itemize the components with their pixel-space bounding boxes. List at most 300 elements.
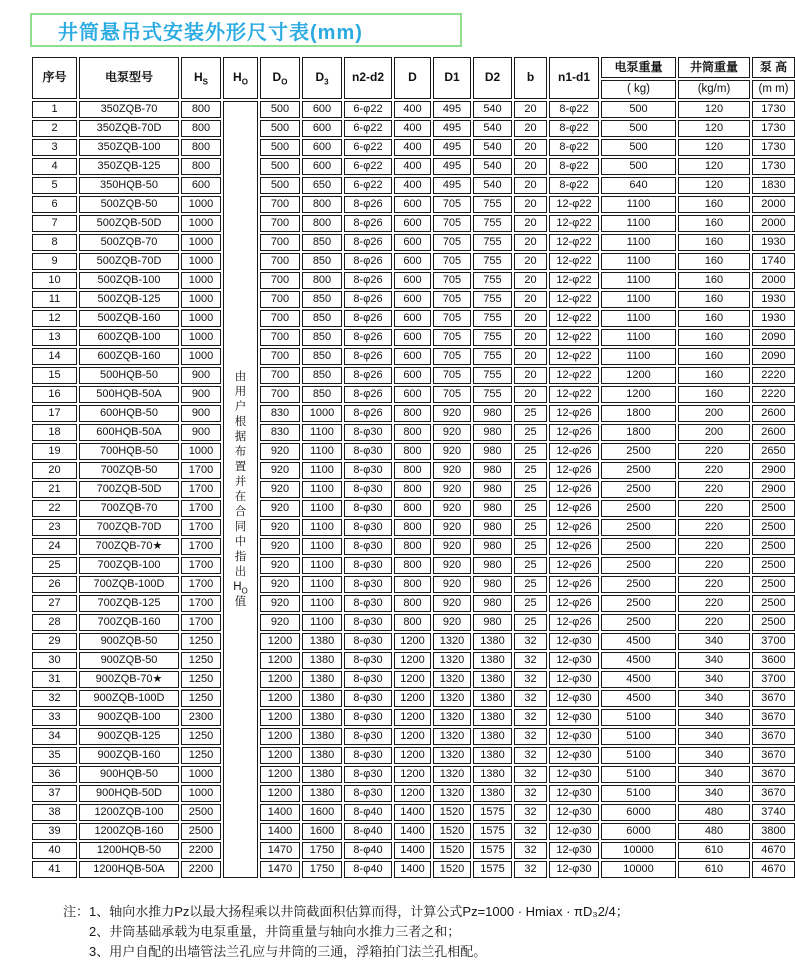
cell-d2: 755 xyxy=(473,348,512,365)
cell-d3: 1380 xyxy=(302,633,342,650)
cell-pump-weight: 1800 xyxy=(601,424,676,441)
cell-d2: 980 xyxy=(473,614,512,631)
cell-d2: 1380 xyxy=(473,728,512,745)
cell-do: 1470 xyxy=(260,861,300,878)
cell-tube-weight: 340 xyxy=(678,728,750,745)
cell-d3: 1100 xyxy=(302,614,342,631)
cell-d1: 920 xyxy=(433,576,471,593)
cell-n1d1: 12-φ22 xyxy=(549,367,599,384)
cell-b: 32 xyxy=(514,709,547,726)
cell-pump-height: 3670 xyxy=(752,728,795,745)
note-text-3: 3、用户自配的出墙管法兰孔应与井筒的三通，浮箱拍门法兰孔相配。 xyxy=(89,944,487,959)
cell-model: 350ZQB-70D xyxy=(79,120,179,137)
cell-pump-weight: 1100 xyxy=(601,310,676,327)
cell-seq: 3 xyxy=(32,139,77,156)
ho-note-char: 在 xyxy=(234,490,247,503)
cell-d1: 705 xyxy=(433,291,471,308)
cell-tube-weight: 120 xyxy=(678,101,750,118)
cell-d: 400 xyxy=(394,158,431,175)
cell-pump-height: 1730 xyxy=(752,158,795,175)
cell-d: 600 xyxy=(394,291,431,308)
cell-n2d2: 8-φ26 xyxy=(344,291,392,308)
cell-d: 600 xyxy=(394,196,431,213)
cell-do: 1400 xyxy=(260,804,300,821)
cell-n1d1: 8-φ22 xyxy=(549,158,599,175)
table-row xyxy=(32,519,795,536)
unit-kg-per-m: (kg/m) xyxy=(678,80,750,99)
ho-note-char: 户 xyxy=(234,400,247,413)
cell-n1d1: 12-φ26 xyxy=(549,405,599,422)
cell-hs: 600 xyxy=(181,177,221,194)
cell-hs: 1000 xyxy=(181,291,221,308)
cell-d1: 495 xyxy=(433,120,471,137)
cell-b: 20 xyxy=(514,253,547,270)
cell-pump-height: 1930 xyxy=(752,234,795,251)
cell-pump-height: 1830 xyxy=(752,177,795,194)
cell-hs: 1000 xyxy=(181,196,221,213)
cell-n1d1: 12-φ30 xyxy=(549,842,599,859)
cell-hs: 1250 xyxy=(181,728,221,745)
cell-b: 25 xyxy=(514,538,547,555)
cell-seq: 38 xyxy=(32,804,77,821)
cell-hs: 1000 xyxy=(181,253,221,270)
cell-n1d1: 12-φ26 xyxy=(549,538,599,555)
cell-hs: 1700 xyxy=(181,538,221,555)
cell-d2: 540 xyxy=(473,177,512,194)
cell-d: 600 xyxy=(394,234,431,251)
cell-n1d1: 12-φ22 xyxy=(549,215,599,232)
table-row xyxy=(32,557,795,574)
cell-d2: 980 xyxy=(473,481,512,498)
table-row xyxy=(32,443,795,460)
cell-pump-height: 2090 xyxy=(752,348,795,365)
cell-d3: 1380 xyxy=(302,728,342,745)
cell-pump-weight: 1100 xyxy=(601,196,676,213)
cell-model: 900HQB-50D xyxy=(79,785,179,802)
cell-n2d2: 8-φ30 xyxy=(344,747,392,764)
cell-hs: 900 xyxy=(181,386,221,403)
cell-n2d2: 8-φ26 xyxy=(344,367,392,384)
cell-do: 1200 xyxy=(260,690,300,707)
cell-tube-weight: 160 xyxy=(678,329,750,346)
cell-model: 500HQB-50 xyxy=(79,367,179,384)
cell-hs: 2500 xyxy=(181,804,221,821)
cell-d: 800 xyxy=(394,443,431,460)
cell-do: 1200 xyxy=(260,633,300,650)
cell-n1d1: 12-φ26 xyxy=(549,557,599,574)
cell-n1d1: 12-φ30 xyxy=(549,785,599,802)
ho-note-char: 出 xyxy=(234,565,247,578)
cell-tube-weight: 340 xyxy=(678,652,750,669)
header-row-main xyxy=(32,57,795,78)
ho-note-char: 同 xyxy=(234,520,247,533)
cell-pump-height: 3700 xyxy=(752,633,795,650)
cell-d2: 1380 xyxy=(473,709,512,726)
cell-n2d2: 8-φ40 xyxy=(344,823,392,840)
ho-vertical-note xyxy=(224,371,257,609)
header-d3-base: D xyxy=(315,70,325,85)
table-row xyxy=(32,120,795,137)
cell-n2d2: 8-φ26 xyxy=(344,272,392,289)
cell-d3: 850 xyxy=(302,367,342,384)
cell-n1d1: 12-φ26 xyxy=(549,595,599,612)
cell-model: 900ZQB-50 xyxy=(79,633,179,650)
cell-n2d2: 8-φ30 xyxy=(344,652,392,669)
cell-model: 600HQB-50A xyxy=(79,424,179,441)
table-row xyxy=(32,614,795,631)
cell-d2: 1380 xyxy=(473,785,512,802)
cell-n2d2: 8-φ30 xyxy=(344,500,392,517)
cell-d: 800 xyxy=(394,424,431,441)
cell-d3: 1100 xyxy=(302,519,342,536)
cell-d: 800 xyxy=(394,538,431,555)
cell-pump-height: 2650 xyxy=(752,443,795,460)
cell-seq: 20 xyxy=(32,462,77,479)
cell-seq: 41 xyxy=(32,861,77,878)
note-line-1 xyxy=(63,902,629,922)
cell-d2: 1380 xyxy=(473,690,512,707)
cell-d: 400 xyxy=(394,139,431,156)
cell-tube-weight: 200 xyxy=(678,405,750,422)
note-text-2: 2、井筒基础承载为电泵重量，井筒重量与轴向水推力三者之和； xyxy=(89,924,461,939)
cell-pump-weight: 5100 xyxy=(601,766,676,783)
ho-note-char: 指 xyxy=(234,550,247,563)
cell-pump-weight: 1100 xyxy=(601,215,676,232)
cell-b: 20 xyxy=(514,348,547,365)
cell-model: 350ZQB-70 xyxy=(79,101,179,118)
cell-d: 800 xyxy=(394,462,431,479)
cell-do: 700 xyxy=(260,386,300,403)
cell-model: 700HQB-50 xyxy=(79,443,179,460)
cell-hs: 800 xyxy=(181,158,221,175)
cell-hs: 900 xyxy=(181,367,221,384)
cell-d3: 1100 xyxy=(302,424,342,441)
cell-n2d2: 8-φ40 xyxy=(344,861,392,878)
table-row xyxy=(32,272,795,289)
table-row xyxy=(32,823,795,840)
cell-d: 1200 xyxy=(394,766,431,783)
cell-tube-weight: 160 xyxy=(678,234,750,251)
cell-pump-weight: 2500 xyxy=(601,519,676,536)
header-d3-sub: 3 xyxy=(324,77,329,87)
cell-hs: 1250 xyxy=(181,690,221,707)
cell-n1d1: 12-φ22 xyxy=(549,386,599,403)
cell-n1d1: 12-φ30 xyxy=(549,861,599,878)
cell-seq: 36 xyxy=(32,766,77,783)
cell-b: 20 xyxy=(514,177,547,194)
cell-do: 700 xyxy=(260,215,300,232)
table-row xyxy=(32,766,795,783)
cell-d1: 495 xyxy=(433,139,471,156)
cell-d3: 1380 xyxy=(302,690,342,707)
cell-n2d2: 8-φ30 xyxy=(344,785,392,802)
cell-hs: 1700 xyxy=(181,614,221,631)
table-row xyxy=(32,405,795,422)
cell-seq: 18 xyxy=(32,424,77,441)
cell-tube-weight: 340 xyxy=(678,709,750,726)
cell-pump-weight: 5100 xyxy=(601,747,676,764)
cell-n1d1: 12-φ22 xyxy=(549,329,599,346)
cell-b: 25 xyxy=(514,405,547,422)
cell-seq: 28 xyxy=(32,614,77,631)
cell-hs: 2200 xyxy=(181,842,221,859)
cell-d3: 1000 xyxy=(302,405,342,422)
cell-seq: 6 xyxy=(32,196,77,213)
cell-b: 25 xyxy=(514,424,547,441)
cell-d2: 1575 xyxy=(473,861,512,878)
cell-seq: 30 xyxy=(32,652,77,669)
cell-b: 32 xyxy=(514,671,547,688)
cell-seq: 34 xyxy=(32,728,77,745)
cell-d3: 850 xyxy=(302,291,342,308)
cell-seq: 31 xyxy=(32,671,77,688)
cell-n2d2: 8-φ30 xyxy=(344,709,392,726)
cell-do: 1400 xyxy=(260,823,300,840)
cell-d1: 705 xyxy=(433,253,471,270)
cell-n1d1: 12-φ22 xyxy=(549,348,599,365)
cell-do: 920 xyxy=(260,595,300,612)
cell-n2d2: 6-φ22 xyxy=(344,120,392,137)
cell-hs: 1700 xyxy=(181,576,221,593)
cell-d3: 850 xyxy=(302,253,342,270)
table-row xyxy=(32,747,795,764)
cell-b: 32 xyxy=(514,766,547,783)
cell-d1: 920 xyxy=(433,595,471,612)
cell-d3: 1100 xyxy=(302,500,342,517)
cell-hs: 2300 xyxy=(181,709,221,726)
cell-b: 32 xyxy=(514,785,547,802)
cell-d: 1200 xyxy=(394,633,431,650)
cell-d1: 1320 xyxy=(433,633,471,650)
cell-d2: 755 xyxy=(473,386,512,403)
cell-d1: 920 xyxy=(433,557,471,574)
cell-b: 25 xyxy=(514,481,547,498)
cell-pump-height: 1730 xyxy=(752,101,795,118)
cell-do: 500 xyxy=(260,101,300,118)
cell-hs: 1250 xyxy=(181,633,221,650)
cell-d: 800 xyxy=(394,519,431,536)
cell-n2d2: 8-φ26 xyxy=(344,329,392,346)
cell-d: 600 xyxy=(394,253,431,270)
cell-d: 1400 xyxy=(394,861,431,878)
cell-model: 900ZQB-125 xyxy=(79,728,179,745)
ho-note-char: 中 xyxy=(234,535,247,548)
cell-pump-height: 2500 xyxy=(752,557,795,574)
cell-pump-height: 2000 xyxy=(752,272,795,289)
cell-d: 600 xyxy=(394,367,431,384)
cell-model: 1200ZQB-160 xyxy=(79,823,179,840)
cell-n2d2: 8-φ30 xyxy=(344,557,392,574)
ho-note-char: 由 xyxy=(234,370,247,383)
cell-pump-height: 3670 xyxy=(752,709,795,726)
cell-tube-weight: 220 xyxy=(678,519,750,536)
cell-d3: 600 xyxy=(302,158,342,175)
cell-hs: 1000 xyxy=(181,234,221,251)
cell-d1: 1520 xyxy=(433,842,471,859)
header-do-base: D xyxy=(272,70,282,85)
cell-d1: 1320 xyxy=(433,766,471,783)
cell-tube-weight: 120 xyxy=(678,177,750,194)
cell-do: 1200 xyxy=(260,728,300,745)
table-row xyxy=(32,177,795,194)
cell-hs: 1000 xyxy=(181,348,221,365)
cell-n1d1: 8-φ22 xyxy=(549,120,599,137)
cell-seq: 27 xyxy=(32,595,77,612)
cell-n1d1: 12-φ26 xyxy=(549,614,599,631)
notes xyxy=(63,902,629,962)
cell-b: 32 xyxy=(514,728,547,745)
cell-d2: 1380 xyxy=(473,766,512,783)
table-row xyxy=(32,671,795,688)
cell-pump-weight: 2500 xyxy=(601,443,676,460)
cell-tube-weight: 340 xyxy=(678,766,750,783)
cell-pump-weight: 5100 xyxy=(601,785,676,802)
cell-d2: 980 xyxy=(473,443,512,460)
header-tube-weight: 井筒重量 xyxy=(678,57,750,78)
cell-d1: 920 xyxy=(433,443,471,460)
table-row xyxy=(32,652,795,669)
cell-n1d1: 12-φ22 xyxy=(549,272,599,289)
cell-d: 600 xyxy=(394,348,431,365)
cell-d2: 980 xyxy=(473,538,512,555)
header-d3 xyxy=(302,57,342,99)
cell-tube-weight: 120 xyxy=(678,120,750,137)
cell-pump-weight: 4500 xyxy=(601,671,676,688)
cell-pump-weight: 2500 xyxy=(601,557,676,574)
cell-d2: 1380 xyxy=(473,671,512,688)
header-n2d2: n2-d2 xyxy=(344,57,392,99)
cell-d3: 1380 xyxy=(302,747,342,764)
cell-do: 1470 xyxy=(260,842,300,859)
cell-pump-height: 4670 xyxy=(752,842,795,859)
cell-model: 700ZQB-50D xyxy=(79,481,179,498)
cell-d: 800 xyxy=(394,595,431,612)
cell-b: 32 xyxy=(514,652,547,669)
cell-hs: 1700 xyxy=(181,519,221,536)
cell-n1d1: 12-φ30 xyxy=(549,728,599,745)
cell-n2d2: 8-φ30 xyxy=(344,728,392,745)
note-text-1: 1、轴向水推力Pz以最大扬程乘以井筒截面积估算而得，计算公式Pz=1000 · Hmiax · πD₃2/4； xyxy=(89,904,629,919)
cell-seq: 37 xyxy=(32,785,77,802)
cell-b: 20 xyxy=(514,158,547,175)
cell-do: 1200 xyxy=(260,709,300,726)
cell-tube-weight: 480 xyxy=(678,804,750,821)
cell-b: 25 xyxy=(514,443,547,460)
cell-pump-weight: 2500 xyxy=(601,481,676,498)
cell-seq: 29 xyxy=(32,633,77,650)
cell-do: 700 xyxy=(260,367,300,384)
cell-do: 700 xyxy=(260,234,300,251)
cell-tube-weight: 120 xyxy=(678,158,750,175)
cell-pump-height: 2500 xyxy=(752,576,795,593)
cell-tube-weight: 220 xyxy=(678,538,750,555)
cell-do: 500 xyxy=(260,139,300,156)
table-row xyxy=(32,329,795,346)
ho-note-char: 并 xyxy=(234,475,247,488)
cell-model: 700ZQB-125 xyxy=(79,595,179,612)
table-row xyxy=(32,196,795,213)
cell-d1: 920 xyxy=(433,424,471,441)
cell-pump-height: 3740 xyxy=(752,804,795,821)
ho-note-char: 值 xyxy=(234,595,247,608)
cell-n1d1: 8-φ22 xyxy=(549,177,599,194)
cell-d3: 800 xyxy=(302,272,342,289)
cell-pump-weight: 2500 xyxy=(601,538,676,555)
cell-d1: 705 xyxy=(433,196,471,213)
cell-d2: 980 xyxy=(473,595,512,612)
cell-d3: 1600 xyxy=(302,823,342,840)
cell-d: 800 xyxy=(394,500,431,517)
header-pump-height: 泵 高 xyxy=(752,57,795,78)
cell-pump-height: 1930 xyxy=(752,310,795,327)
cell-d1: 705 xyxy=(433,234,471,251)
cell-tube-weight: 200 xyxy=(678,424,750,441)
cell-d1: 920 xyxy=(433,462,471,479)
cell-hs: 1000 xyxy=(181,272,221,289)
cell-do: 500 xyxy=(260,120,300,137)
cell-d: 1200 xyxy=(394,785,431,802)
cell-model: 500ZQB-100 xyxy=(79,272,179,289)
cell-b: 32 xyxy=(514,804,547,821)
cell-b: 20 xyxy=(514,101,547,118)
cell-d3: 650 xyxy=(302,177,342,194)
cell-tube-weight: 220 xyxy=(678,576,750,593)
cell-hs: 1700 xyxy=(181,500,221,517)
cell-b: 25 xyxy=(514,519,547,536)
cell-pump-height: 2500 xyxy=(752,595,795,612)
cell-b: 20 xyxy=(514,291,547,308)
cell-pump-weight: 6000 xyxy=(601,823,676,840)
cell-hs: 800 xyxy=(181,139,221,156)
cell-pump-weight: 10000 xyxy=(601,842,676,859)
table-row xyxy=(32,158,795,175)
cell-n1d1: 12-φ30 xyxy=(549,690,599,707)
cell-d: 1200 xyxy=(394,652,431,669)
cell-b: 32 xyxy=(514,690,547,707)
cell-hs: 900 xyxy=(181,424,221,441)
cell-do: 700 xyxy=(260,310,300,327)
cell-d3: 1100 xyxy=(302,538,342,555)
cell-seq: 32 xyxy=(32,690,77,707)
cell-do: 700 xyxy=(260,272,300,289)
cell-tube-weight: 220 xyxy=(678,481,750,498)
cell-d: 800 xyxy=(394,576,431,593)
cell-pump-height: 2000 xyxy=(752,196,795,213)
cell-pump-weight: 1100 xyxy=(601,234,676,251)
cell-d3: 1100 xyxy=(302,557,342,574)
cell-d2: 980 xyxy=(473,557,512,574)
cell-n2d2: 8-φ30 xyxy=(344,576,392,593)
cell-seq: 12 xyxy=(32,310,77,327)
cell-n2d2: 8-φ26 xyxy=(344,215,392,232)
cell-model: 350HQB-50 xyxy=(79,177,179,194)
cell-b: 20 xyxy=(514,120,547,137)
cell-seq: 35 xyxy=(32,747,77,764)
cell-d: 600 xyxy=(394,215,431,232)
cell-pump-height: 1930 xyxy=(752,291,795,308)
cell-hs: 2200 xyxy=(181,861,221,878)
cell-d1: 705 xyxy=(433,310,471,327)
cell-d3: 1750 xyxy=(302,861,342,878)
cell-model: 350ZQB-125 xyxy=(79,158,179,175)
cell-hs: 1250 xyxy=(181,652,221,669)
table-row xyxy=(32,424,795,441)
header-model: 电泵型号 xyxy=(79,57,179,99)
table-row xyxy=(32,386,795,403)
cell-d2: 1380 xyxy=(473,747,512,764)
cell-d1: 495 xyxy=(433,158,471,175)
cell-pump-weight: 1100 xyxy=(601,253,676,270)
